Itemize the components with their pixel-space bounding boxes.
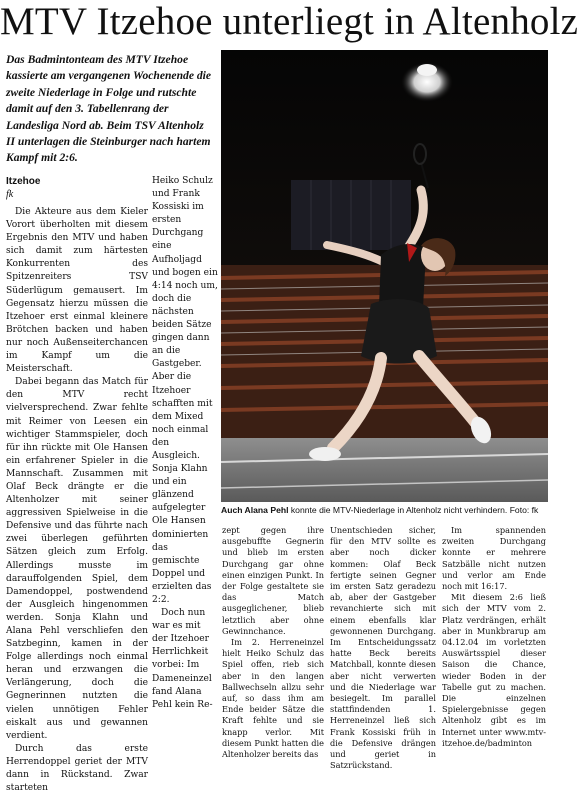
dateline: Itzehoe <box>6 176 41 187</box>
body-column-3 <box>222 525 324 760</box>
author-initials: fk <box>6 189 14 200</box>
body-column-4 <box>330 525 436 771</box>
paragraph: Unentschieden sicher, für den MTV sollte es aber noch dicker kommen: Olaf Beck fertigte seinen Gegner im ersten Satz geradezu ab, aber der Gastgeber revanchierte sich mit einem ebenfalls klar gewonnenen Durchgang. Im Entscheidungssatz hatte Beck bereits Matchball, konnte diesen aber nicht verwerten und die Niederlage war besiegelt. Im parallel stattfindenden 1. Herreneinzel ließ sich Frank Kossiski früh in die Defensive drängen und geriet in Satzrückstand. <box>330 525 436 771</box>
caption-credit: Foto: fk <box>509 505 539 515</box>
paragraph: Dabei begann das Match für den MTV recht vielversprechend. Zwar fehlte mit Reimer von Leesen ein wichtiger Stammspieler, doch für ihn rückte mit Ole Hansen ein erfahrener Spieler in die Mannschaft. Zusammen mit Olaf Beck drängte er die Altenholzer mit seiner aggressiven Spielweise in die Defensive und das führte nach zwei überlegen geführten Sätzen gleich zum Erfolg. Allerdings musste im darauffolgenden Spiel, dem Damendoppel, postwendend der Ausgleich hingenommen werden. Sonja Klahn und Alana Pehl verschliefen den Satzbeginn, kamen in der Folge allerdings noch einmal heran und erzwangen die Verlängerung, doch die Gegnerinnen nutzten die vielen unnötigen Fehler eiskalt aus und gewannen verdient. <box>6 377 148 741</box>
body-column-5 <box>442 525 546 748</box>
paragraph: zept gegen ihre ausgebuffte Gegnerin und blieb im ersten Durchgang gar ohne einen einzigen Punkt. In der Folge gestaltete sie das Match ausgeglichener, blieb letztlich aber ohne Gewinnchance. <box>222 525 324 636</box>
body-column-2 <box>152 175 218 724</box>
headline: MTV Itzehoe unterliegt in Altenholz <box>0 0 578 43</box>
body-column-1 <box>6 206 148 794</box>
lead-paragraph: Das Badmintonteam des MTV Itzehoe kassierte am vergangenen Wochenende die zweite Niederlage in Folge und rutschte damit auf den 3. Tabellenrang der Landesliga Nord ab. Beim TSV Altenholz II unterlagen die Steinburger nach hartem Kampf mit 2:6. <box>6 53 212 165</box>
caption-name: Auch Alana Pehl <box>221 505 289 515</box>
paragraph: Mit diesem 2:6 ließ sich der MTV vom 2. Platz verdrängen, erhält aber in Munkbrarup am 04.12.04 im vorletzten Auswärtsspiel dieser Saison die Chance, wieder Boden in der Tabelle gut zu machen. Die einzelnen Spielergebnisse gegen Altenholz gibt es im Internet unter www.mtv-itzehoe.de/badminton <box>442 592 546 748</box>
paragraph: Die Akteure aus dem Kieler Vorort überholten mit diesem Ergebnis den MTV und haben sich damit zum härtesten Konkurrenten des Spitzenreiters TSV Süderlügum gemausert. Im Gegensatz hierzu müssen die Itzehoer erst einmal kleinere Brötchen backen und haben nur noch Außenseiterchancen im Kampf um die Meisterschaft. <box>6 207 148 375</box>
paragraph: Im 2. Herreneinzel hielt Heiko Schulz das Spiel offen, rieb sich aber in den langen Ballwechseln allzu sehr auf, so dass ihm am Ende beider Sätze die Kraft fehlte und sie knapp verlor. Mit diesem Punkt hatten die Altenholzer bereits das <box>222 637 324 760</box>
article-photo <box>221 50 548 502</box>
paragraph: Doch nun war es mit der Itzehoer Herrlichkeit vorbei: Im Dameneinzel fand Alana Pehl kein Re- <box>152 608 213 710</box>
paragraph: Heiko Schulz und Frank Kossiski im ersten Durchgang eine Aufholjagd und bogen ein 4:14 noch um, doch die nächsten beiden Sätze gingen dann an die Gastgeber. Aber die Itzehoer schafften mit dem Mixed noch einmal den Ausgleich. Sonja Klahn und ein glänzend aufgelegter Ole Hansen dominierten das gemischte Doppel und erzielten das 2:2. <box>152 176 218 605</box>
paragraph: Im spannenden zweiten Durchgang konnte er mehrere Satzbälle nicht nutzen und verlor am Ende noch mit 16:17. <box>442 525 546 592</box>
caption-text: konnte die MTV-Niederlage in Altenholz nicht verhindern. <box>288 505 508 515</box>
paragraph: Durch das erste Herrendoppel geriet der MTV dann in Rückstand. Zwar starteten <box>6 743 148 794</box>
photo-caption <box>221 503 548 517</box>
